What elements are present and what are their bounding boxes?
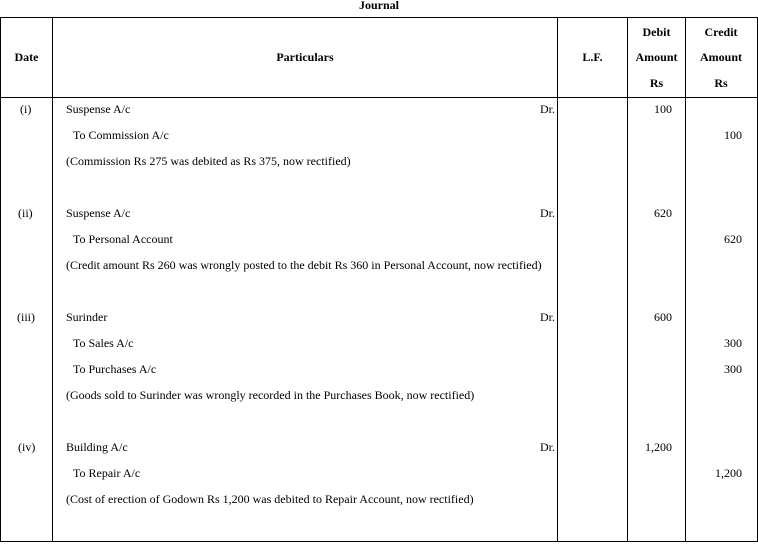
entry-date: (i) <box>20 102 32 116</box>
credit-amount: 300 <box>724 362 742 376</box>
credit-account: To Repair A/c <box>73 466 141 480</box>
header-particulars: Particulars <box>276 50 334 64</box>
journal-title: Journal <box>358 0 399 12</box>
credit-amount: 300 <box>724 336 742 350</box>
debit-amount: 1,200 <box>645 440 672 454</box>
table-border <box>0 17 758 542</box>
credit-amount: 1,200 <box>715 466 742 480</box>
narration: (Cost of erection of Godown Rs 1,200 was debited to Repair Account, now rectified) <box>66 492 474 506</box>
credit-account: To Purchases A/c <box>73 362 157 376</box>
header-credit-line1: Credit <box>704 25 738 39</box>
entry-date: (iv) <box>18 440 36 454</box>
debit-account: Surinder <box>66 310 108 324</box>
debit-account: Building A/c <box>66 440 128 454</box>
header-debit-line2: Amount <box>635 50 678 64</box>
column-divider-debit <box>685 17 686 541</box>
credit-account: To Commission A/c <box>73 128 169 142</box>
narration: (Goods sold to Surinder was wrongly recorded in the Purchases Book, now rectified) <box>66 388 475 402</box>
header-debit-line3: Rs <box>649 76 664 90</box>
column-divider-lf <box>627 17 628 541</box>
header-credit-line3: Rs <box>714 76 728 90</box>
header-date: Date <box>14 50 39 64</box>
entry-date: (iii) <box>17 310 35 324</box>
narration: (Credit amount Rs 260 was wrongly posted to the debit Rs 360 in Personal Account, now rectified) <box>66 258 542 272</box>
debit-account: Suspense A/c <box>66 206 131 220</box>
narration: (Commission Rs 275 was debited as Rs 375, now rectified) <box>66 154 351 168</box>
debit-amount: 600 <box>654 310 672 324</box>
debit-amount: 620 <box>654 206 672 220</box>
header-credit-line2: Amount <box>699 50 742 64</box>
debit-account: Suspense A/c <box>66 102 131 116</box>
credit-account: To Sales A/c <box>73 336 134 350</box>
entry-date: (ii) <box>18 206 33 220</box>
dr-marker: Dr. <box>540 102 555 116</box>
header-divider <box>0 97 758 98</box>
dr-marker: Dr. <box>540 206 555 220</box>
credit-amount: 100 <box>724 128 742 142</box>
header-lf: L.F. <box>582 50 603 64</box>
header-debit-line1: Debit <box>642 25 671 39</box>
column-divider-particulars <box>557 17 558 541</box>
column-divider-date <box>52 17 53 541</box>
debit-amount: 100 <box>654 102 672 116</box>
credit-amount: 620 <box>724 232 742 246</box>
credit-account: To Personal Account <box>73 232 173 246</box>
dr-marker: Dr. <box>540 440 555 454</box>
dr-marker: Dr. <box>540 310 555 324</box>
